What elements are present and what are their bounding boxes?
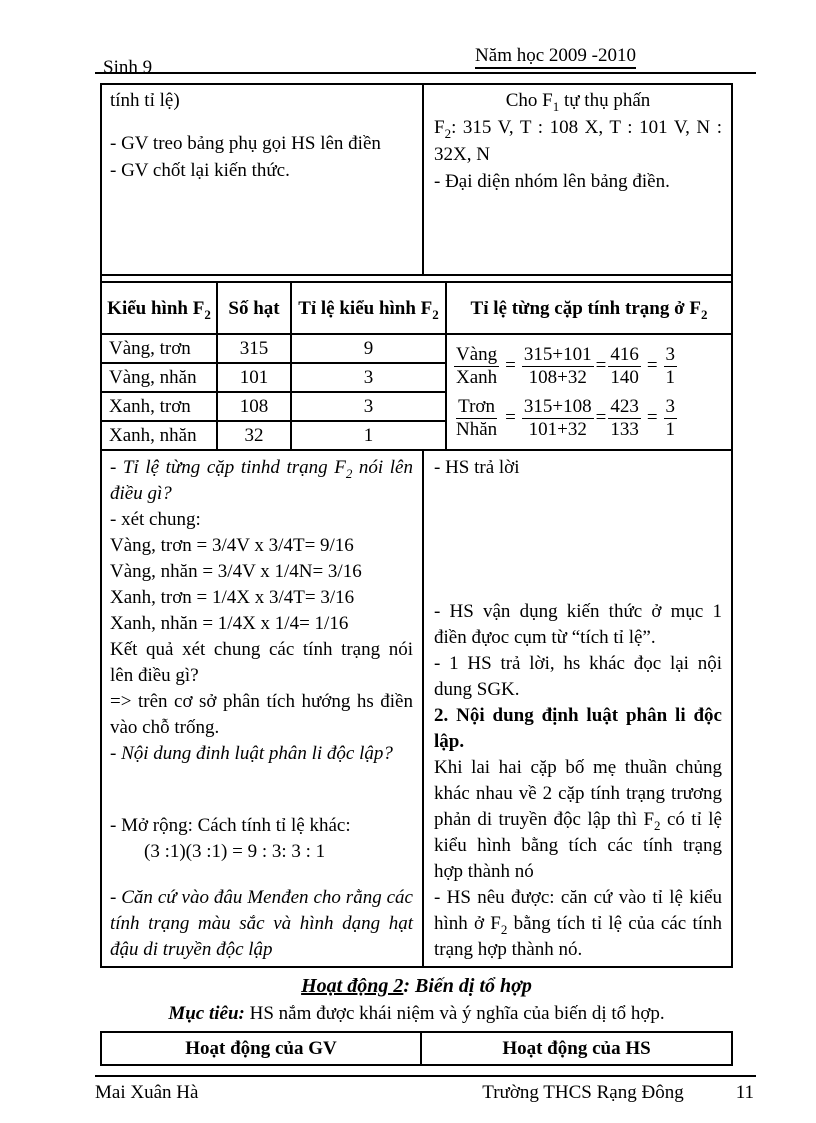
- equals-sign: =: [595, 407, 607, 428]
- fraction-denominator: 1: [665, 418, 676, 440]
- gv-dialog-cell: [102, 451, 424, 966]
- col-header-hs: Hoạt động của HS: [502, 1037, 651, 1059]
- equals-sign: =: [646, 407, 658, 428]
- table-header-row: [102, 283, 731, 334]
- fraction-numerator: 423: [610, 395, 639, 417]
- count-cell: 108: [217, 392, 291, 421]
- fraction-numerator: 3: [665, 395, 676, 417]
- gv-note-line: - Mở rộng: Cách tính tỉ lệ khác:: [110, 815, 351, 836]
- fraction: [608, 344, 641, 389]
- gv-formula-line: Xanh, nhăn = 1/4X x 1/4= 1/16: [110, 613, 349, 634]
- count-cell: 32: [217, 421, 291, 449]
- fraction-denominator: 133: [610, 418, 639, 440]
- fraction: [608, 396, 641, 441]
- fraction-numerator: 315+101: [523, 343, 592, 365]
- ratio-cell: 3: [291, 392, 446, 421]
- gv-question-line: - Nội dung đinh luật phân li độc lập?: [110, 743, 393, 764]
- fraction-denominator: 140: [610, 366, 639, 388]
- col-header-gv: Hoạt động của GV: [102, 1033, 422, 1064]
- gv-note-line: tính tỉ lệ): [110, 90, 180, 111]
- fraction-denominator: Nhăn: [456, 418, 498, 440]
- phenotype-cell: Vàng, trơn: [102, 334, 217, 363]
- equals-sign: =: [505, 355, 516, 376]
- ratio-cell: 9: [291, 334, 446, 363]
- count-cell: 101: [217, 363, 291, 392]
- ratio-cell: 3: [291, 363, 446, 392]
- fraction-numerator: 3: [665, 343, 676, 365]
- col-header-phenotype-ratio: Tỉ lệ kiểu hình $F_2$: [291, 283, 446, 334]
- gv-note-line: - xét chung:: [110, 509, 201, 530]
- phenotype-cell: Xanh, trơn: [102, 392, 217, 421]
- col-header-trait-pair-ratio: Tỉ lệ từng cặp tính trạng ở $F_2$: [446, 283, 731, 334]
- hs-heading-line: 2. Nội dung định luật phân li độc lập.: [434, 705, 722, 752]
- fraction-numerator: 315+108: [523, 395, 592, 417]
- gv-note-line: - GV treo bảng phụ gọi HS lên điền: [110, 133, 381, 154]
- equals-sign: =: [595, 355, 607, 376]
- gv-note-line: - GV chốt lại kiến thức.: [110, 160, 290, 181]
- footer-rule: [95, 1075, 756, 1077]
- col-header-seed-count: Số hạt: [217, 283, 291, 334]
- activity2-objective: [100, 1001, 733, 1027]
- fraction: [664, 396, 678, 441]
- trait-pair-ratio-cell: [446, 334, 731, 449]
- fraction: [522, 396, 594, 441]
- gv-question-line: - Tỉ lệ từng cặp tinhd trạng $F_2$ nói lên điều gì?: [110, 457, 413, 504]
- equals-sign: =: [505, 407, 516, 428]
- fraction-denominator: 1: [665, 366, 676, 388]
- phenotype-cell: Xanh, nhăn: [102, 421, 217, 449]
- fraction-numerator: Trơn: [458, 395, 495, 417]
- hs-note-line: 32X, N: [434, 144, 490, 165]
- objective-text: HS nắm được khái niệm và ý nghĩa của biến dị tổ hợp.: [244, 1003, 665, 1024]
- objective-label: Mục tiêu:: [168, 1003, 245, 1024]
- table-row: [102, 451, 731, 966]
- hs-content-line: Khi lai hai cặp bố mẹ thuần chủng khác nhau về 2 cặp tính trạng trương phản di truyền độc lập thì $F_2$ có tỉ lệ kiểu hình bằng tích các tính trạng hợp thành nó: [434, 757, 722, 882]
- gv-activity-cell: [102, 85, 424, 274]
- activity2-columns-header: [100, 1031, 733, 1066]
- gv-question-line: - Căn cứ vào đâu Menđen cho rằng các tính trạng màu sắc và hình dạng hạt đậu di truyền độc lập: [110, 887, 413, 960]
- fraction: [454, 344, 499, 389]
- activity2-title: [100, 973, 733, 1000]
- fraction-numerator: Vàng: [456, 343, 498, 365]
- gv-formula-line: Vàng, nhăn = 3/4V x 1/4N= 3/16: [110, 561, 362, 582]
- f2-results-table-wrap: [102, 281, 731, 451]
- fraction-denominator: Xanh: [456, 366, 498, 388]
- activity2-title-rest: : Biến dị tổ hợp: [403, 975, 532, 997]
- hs-note-line: $F_2$: 315 V, T : 108 X, T : 101 V, N :: [434, 117, 722, 141]
- gv-formula-line: Vàng, trơn = 3/4V x 3/4T= 9/16: [110, 535, 354, 556]
- col-header-phenotype: Kiểu hình $F_2$: [102, 283, 217, 334]
- count-cell: 315: [217, 334, 291, 363]
- hs-dialog-cell: [424, 451, 731, 966]
- hs-note-line: - 1 HS trả lời, hs khác đọc lại nội dung SGK.: [434, 653, 722, 700]
- fraction: [522, 344, 594, 389]
- footer-author: Mai Xuân Hà: [95, 1082, 199, 1103]
- header-school-year: Năm học 2009 -2010: [475, 45, 636, 69]
- page-footer: [95, 1082, 756, 1104]
- hs-content-line: - HS nêu được: căn cứ vào tỉ lệ kiểu hình ở $F_2$ bằng tích tỉ lệ của các tính trạng hợp thành nó.: [434, 887, 722, 960]
- gv-formula-line: (3 :1)(3 :1) = 9 : 3: 3 : 1: [144, 841, 326, 862]
- fraction: [664, 344, 678, 389]
- gv-question-line: Kết quả xét chung các tính trạng nói lên điều gì?: [110, 639, 413, 686]
- footer-school: Trường THCS Rạng Đông: [482, 1082, 684, 1103]
- hs-activity-cell: [424, 85, 731, 274]
- phenotype-cell: Vàng, nhăn: [102, 363, 217, 392]
- f2-results-table: [102, 283, 731, 449]
- hs-note-line: Cho $F_1$ tự thụ phấn: [505, 90, 651, 114]
- gv-formula-line: Xanh, trơn = 1/4X x 3/4T= 3/16: [110, 587, 355, 608]
- hs-note-line: - HS vận dụng kiến thức ở mục 1 điền đựoc cụm từ “tích tỉ lệ”.: [434, 601, 722, 648]
- ratio-equation: [454, 344, 727, 389]
- fraction-denominator: 108+32: [528, 366, 587, 388]
- table-row: [102, 334, 731, 363]
- fraction-denominator: 101+32: [528, 418, 587, 440]
- header-subject: Sinh 9: [103, 57, 153, 78]
- equals-sign: =: [646, 355, 658, 376]
- table-row: [102, 85, 731, 276]
- fraction: [454, 396, 499, 441]
- page-header: [95, 45, 756, 78]
- lesson-activity-table: [100, 83, 733, 968]
- gv-note-line: => trên cơ sở phân tích hướng hs điền vào chỗ trống.: [110, 691, 413, 738]
- footer-page-number: 11: [735, 1082, 754, 1103]
- hs-note-line: - Đại diện nhóm lên bảng điền.: [434, 171, 670, 192]
- ratio-equation: [454, 396, 727, 441]
- fraction-numerator: 416: [610, 343, 639, 365]
- ratio-cell: 1: [291, 421, 446, 449]
- hs-note-line: - HS trả lời: [434, 457, 520, 478]
- activity2-title-label: Hoạt động 2: [301, 975, 404, 997]
